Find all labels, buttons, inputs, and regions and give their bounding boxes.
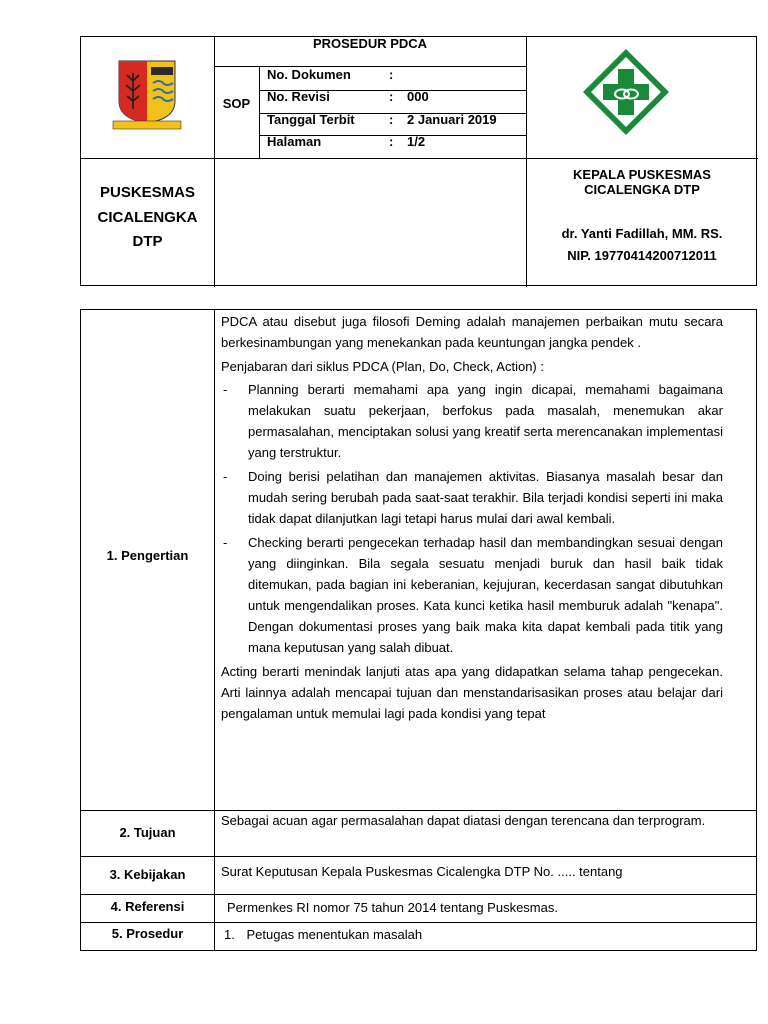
list-item (221, 466, 723, 529)
field-label-halaman: Halaman (267, 134, 322, 149)
list-item (221, 379, 723, 463)
prosedur-step-text: Petugas menentukan masalah (246, 927, 423, 942)
field-label-no-dokumen: No. Dokumen (267, 67, 351, 82)
prosedur-step-1 (224, 924, 726, 945)
field-sep: : (389, 67, 394, 82)
bullet-text-planning: Planning berarti memahami apa yang ingin dicapai, memahami bagaimana melakukan suatu pekerjaan, berfokus pada masalah, menemukan akar permasalahan, menciptakan solusi yang kreatif serta merencanakan implementasi yang terstruktur. (248, 382, 723, 460)
header-divider-1 (214, 37, 215, 287)
bullet-text-doing: Doing berisi pelatihan dan manajemen aktivitas. Biasanya masalah besar dan mudah sering berubah pada saat-saat terakhir. Bila terjadi kondisi seperti ini maka tidak dapat dilanjutkan lagi tetapi harus mulai dari awal kembali. (248, 469, 723, 526)
pengertian-acting: Acting berarti menindak lanjuti atas apa yang didapatkan selama tahap pengecekan. Arti lainnya adalah mencapai tujuan dan menstandarisasikan proses atau belajar dari pengalaman untuk memulai lagi pada kondisi yang tepat (221, 664, 723, 721)
header-rule (214, 66, 526, 67)
head-nip: NIP. 19770414200712011 (567, 248, 717, 263)
section-label-referensi: 4. Referensi (110, 899, 185, 914)
pengertian-cycle-intro: Penjabaran dari siklus PDCA (Plan, Do, Check, Action) : (221, 359, 544, 374)
bullet-dash: - (223, 535, 228, 550)
field-value-halaman: 1/2 (407, 134, 426, 149)
head-title-line2: CICALENGKA DTP (584, 182, 700, 197)
content-column-divider (214, 310, 215, 950)
field-value-no-revisi: 000 (407, 89, 429, 104)
head-title-line1: KEPALA PUSKESMAS (573, 167, 711, 182)
puskesmas-cross-logo (581, 47, 671, 137)
row-rule (81, 894, 756, 895)
row-rule (81, 922, 756, 923)
head-name: dr. Yanti Fadillah, MM. RS. (561, 226, 723, 241)
referensi-text: Permenkes RI nomor 75 tahun 2014 tentang Puskesmas. (227, 900, 558, 915)
header-rule (81, 158, 758, 159)
org-name-line3: DTP (132, 233, 163, 250)
header-divider-sop (259, 66, 260, 158)
document-title: PROSEDUR PDCA (312, 36, 428, 51)
org-name-line1: PUSKESMAS (99, 184, 196, 201)
prosedur-step-number: 1. (224, 927, 235, 942)
field-sep: : (389, 134, 394, 149)
bullet-dash: - (223, 382, 228, 397)
kebijakan-text: Surat Keputusan Kepala Puskesmas Cicalengka DTP No. ..... tentang (221, 864, 623, 879)
section-label-prosedur: 5. Prosedur (111, 926, 184, 941)
sop-label: SOP (222, 96, 251, 111)
section-label-tujuan: 2. Tujuan (119, 825, 176, 840)
document-header-table (80, 36, 757, 286)
bullet-text-checking: Checking berarti pengecekan terhadap hasil dan membandingkan sesuai dengan yang diinginkan. Bila segala sesuatu menjadi buruk dan hasil baik tidak ditemukan, pada bagian ini keberanian, kejujuran, kecerdasan sangat dibutuhkan untuk mengendalikan proses. Kata kunci ketika hasil memburuk adalah "kenapa". Dengan dokumentasi proses yang baik maka kita dapat kembali pada titik yang mana keputusan yang salah dibuat. (248, 535, 723, 655)
field-sep: : (389, 89, 394, 104)
org-name-line2: CICALENGKA (97, 209, 198, 226)
list-item (221, 532, 723, 658)
pengertian-content (221, 311, 723, 724)
regency-crest-logo (97, 53, 197, 133)
sop-content-table (80, 309, 757, 951)
row-rule (81, 856, 756, 857)
tujuan-text: Sebagai acuan agar permasalahan dapat diatasi dengan terencana dan terprogram. (221, 813, 706, 828)
field-value-tanggal-terbit: 2 Januari 2019 (407, 112, 497, 127)
section-label-pengertian: 1. Pengertian (106, 548, 189, 563)
pengertian-intro: PDCA atau disebut juga filosofi Deming adalah manajemen perbaikan mutu secara berkesinambungan yang menekankan pada keuntungan jangka pendek . (221, 314, 723, 350)
field-sep: : (389, 112, 394, 127)
field-label-no-revisi: No. Revisi (267, 89, 330, 104)
bullet-dash: - (223, 469, 228, 484)
field-label-tanggal-terbit: Tanggal Terbit (267, 112, 355, 127)
section-label-kebijakan: 3. Kebijakan (109, 867, 186, 882)
